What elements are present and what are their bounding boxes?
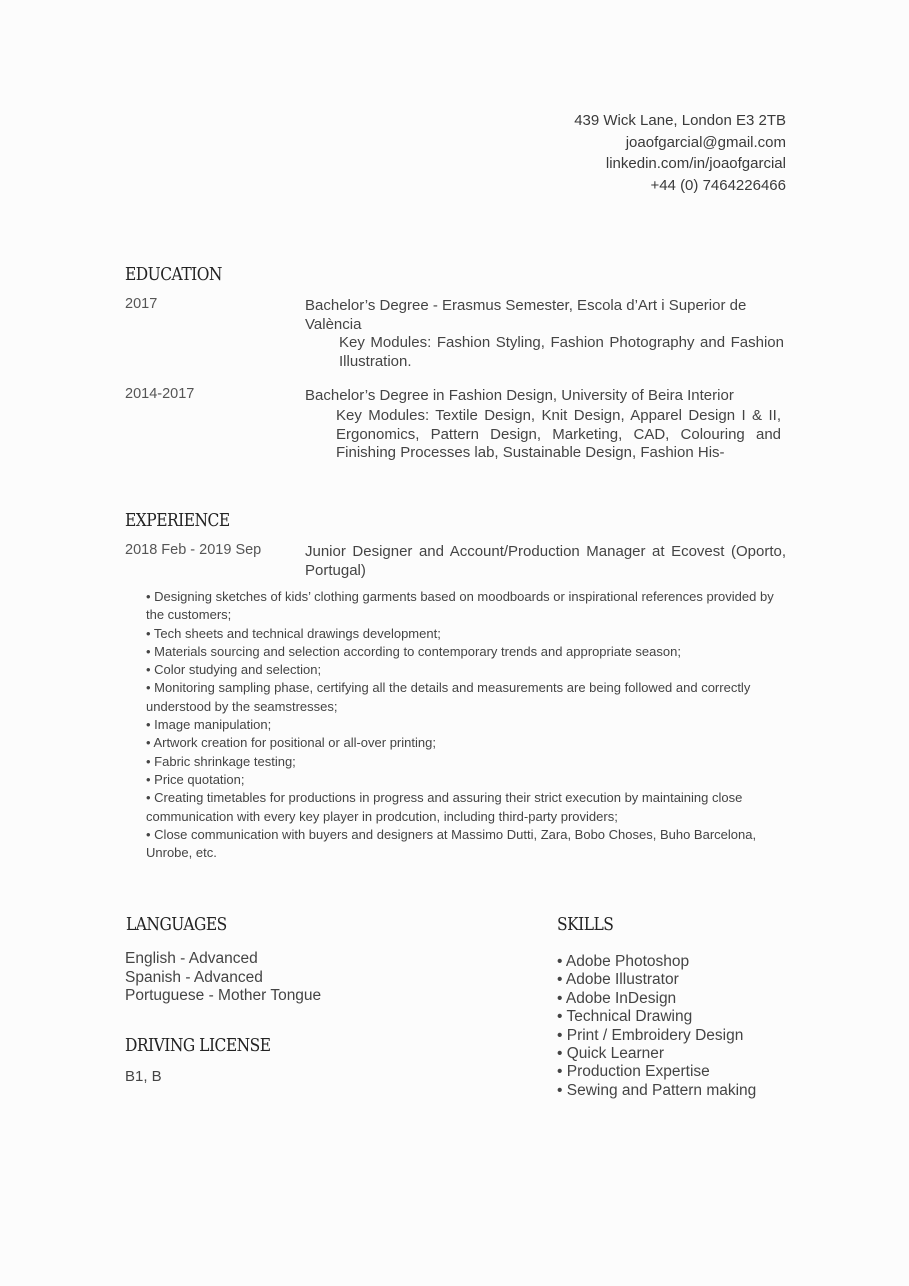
education-title-1: Bachelor’s Degree - Erasmus Semester, Escola d’Art i Superior de València (305, 297, 747, 333)
contact-email[interactable]: joaofgarcial@gmail.com (625, 133, 786, 151)
education-date-1: 2017 (125, 296, 158, 312)
languages-heading: LANGUAGES (126, 914, 227, 935)
driving-license-value: B1, B (125, 1068, 162, 1085)
list-item: • Adobe Illustrator (557, 971, 679, 989)
skills-heading: SKILLS (557, 914, 614, 935)
experience-heading: EXPERIENCE (125, 510, 230, 531)
list-item: • Quick Learner (557, 1045, 665, 1063)
list-item: • Fabric shrinkage testing; (146, 753, 296, 769)
list-item: Spanish - Advanced (125, 968, 263, 986)
list-item: Portuguese - Mother Tongue (125, 987, 322, 1004)
list-item: • Tech sheets and technical drawings development; (146, 625, 441, 641)
list-item: • Materials sourcing and selection according to contemporary trends and appropriate season; (146, 643, 681, 659)
education-heading: EDUCATION (125, 264, 222, 285)
list-item: • Production Expertise (557, 1063, 710, 1081)
driving-license-heading: DRIVING LICENSE (125, 1035, 271, 1056)
list-item: • Color studying and selection; (146, 662, 322, 678)
list-item: • Creating timetables for productions in progress and assuring their strict execution by maintaining close communication with every key player in prodcution, including third-party providers; (146, 790, 743, 824)
education-modules-1: Key Modules: Fashion Styling, Fashion Photography and Fashion Illustration. (339, 334, 784, 370)
languages-list (125, 950, 321, 1006)
list-item: • Adobe InDesign (557, 989, 677, 1007)
contact-block (574, 110, 786, 196)
list-item: • Adobe Photoshop (557, 953, 690, 970)
list-item: • Price quotation; (146, 771, 245, 787)
list-item: • Artwork creation for positional or all-over printing; (146, 735, 436, 751)
list-item: • Technical Drawing (557, 1008, 693, 1026)
experience-title: Junior Designer and Account/Production Manager at Ecovest (Oporto, Portugal) (305, 543, 786, 579)
skills-list (557, 953, 756, 1100)
list-item: • Close communication with buyers and designers at Massimo Dutti, Zara, Bobo Choses, Buho Barcelona, Unrobe, etc. (146, 826, 757, 861)
list-item: • Monitoring sampling phase, certifying all the details and measurements are being followed and correctly understood by the seamstresses; (146, 680, 751, 714)
contact-linkedin[interactable]: linkedin.com/in/joaofgarcial (605, 155, 786, 172)
contact-address: 439 Wick Lane, London E3 2TB (574, 112, 786, 129)
list-item: • Sewing and Pattern making (557, 1081, 757, 1099)
list-item: • Print / Embroidery Design (557, 1026, 744, 1044)
experience-date: 2018 Feb - 2019 Sep (125, 542, 262, 558)
contact-phone: +44 (0) 7464226466 (650, 176, 786, 194)
education-title-2: Bachelor’s Degree in Fashion Design, University of Beira Interior (305, 387, 734, 404)
list-item: • Designing sketches of kids’ clothing garments based on moodboards or inspirational references provided by the customers; (146, 589, 774, 623)
list-item: English - Advanced (125, 950, 258, 967)
list-item: • Image manipulation; (146, 717, 272, 733)
experience-bullets (146, 588, 782, 862)
education-date-2: 2014-2017 (125, 386, 195, 402)
education-modules-2: Key Modules: Textile Design, Knit Design, Apparel Design I & II, Ergonomics, Pattern Design, Marketing, CAD, Colouring and Finishing Processes lab, Sustainable Design, Fashion His- (336, 407, 781, 461)
